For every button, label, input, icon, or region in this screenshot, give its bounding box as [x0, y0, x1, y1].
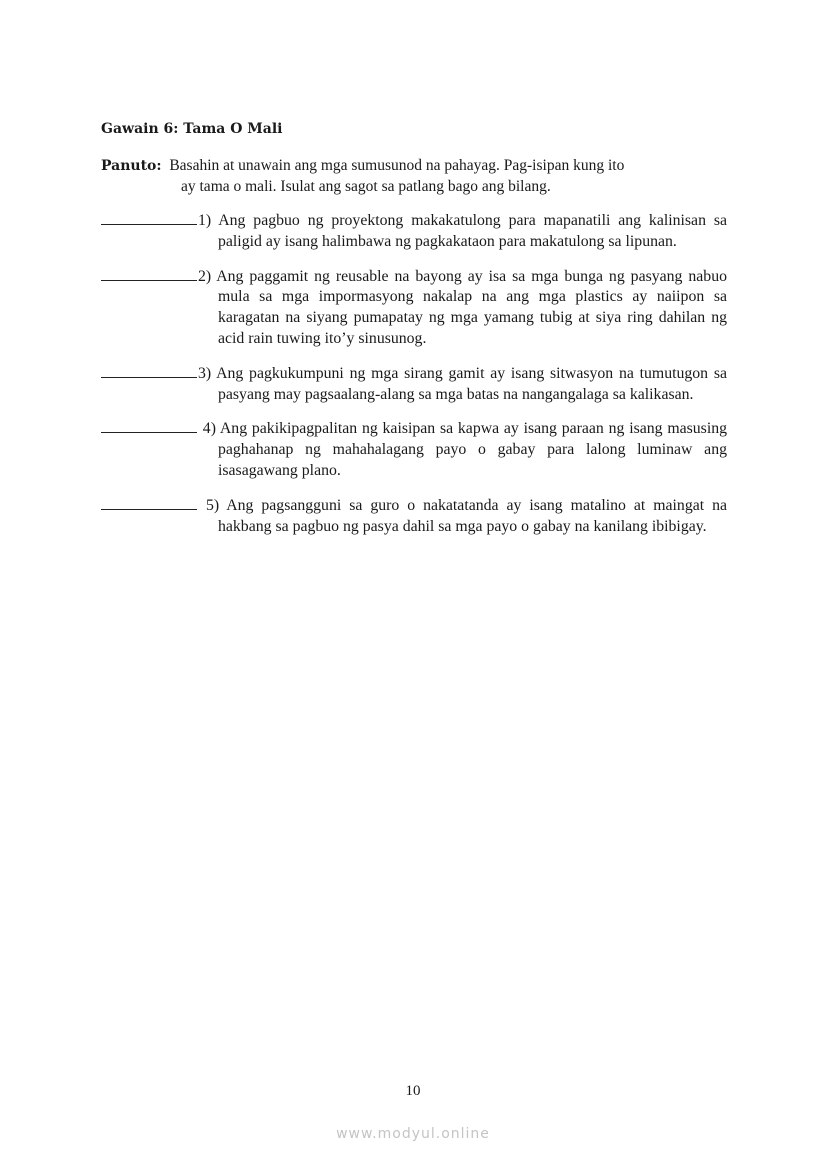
watermark: www.modyul.online — [336, 1126, 490, 1142]
question-text: Ang pagbuo ng proyektong makakatulong para mapanatili ang kalinisan sa paligid ay isang halimbawa ng pagkakataon para makatulong sa lipunan. — [218, 212, 728, 250]
question-item — [101, 364, 727, 406]
answer-blank[interactable] — [101, 496, 197, 510]
instructions-line-1: Basahin at unawain ang mga sumusunod na pahayag. Pag-isipan kung ito — [169, 157, 625, 174]
answer-blank[interactable] — [101, 267, 197, 281]
activity-title: Gawain 6: Tama O Mali — [101, 121, 283, 137]
question-number: 2) — [198, 267, 212, 285]
question-item — [101, 267, 727, 350]
answer-blank[interactable] — [101, 419, 197, 433]
question-item — [101, 419, 727, 481]
question-number: 1) — [198, 212, 212, 229]
question-text: Ang pakikipagpalitan ng kaisipan sa kapwa ay isang paraan ng isang masusing paghahanap ng mahahalagang payo o gabay para lalong luminaw ang isasagawang plano. — [218, 420, 728, 479]
instructions-label: Panuto: — [101, 158, 162, 174]
question-text: Ang paggamit ng reusable na bayong ay isa sa mga bunga ng pasyang nabuo mula sa mga impormasyong nakalap na ang mga plastics ay naiipon sa karagatan na siyang pumapatay ng mga yamang tubig at siya ring dahilan ng acid rain tuwing ito’y sinusunog. — [216, 267, 727, 347]
instructions — [101, 156, 727, 197]
question-number: 3) — [198, 364, 212, 382]
question-number: 4) — [202, 420, 216, 438]
question-text: Ang pagsangguni sa guro o nakatatanda ay isang matalino at maingat na hakbang sa pagbuo ng pasya dahil sa mga payo o gabay na kanilang ibibigay. — [218, 496, 727, 535]
question-text: Ang pagkukumpuni ng mga sirang gamit ay isang sitwasyon na tumutugon sa pasyang may pagsaalang-alang sa mga batas na nangangalaga sa kalikasan. — [216, 364, 728, 403]
page-number: 10 — [405, 1083, 421, 1099]
question-number: 5) — [205, 496, 220, 514]
question-item — [101, 496, 727, 538]
question-item — [101, 211, 727, 253]
answer-blank[interactable] — [101, 364, 197, 378]
answer-blank[interactable] — [101, 211, 197, 225]
question-list — [101, 211, 727, 551]
instructions-line-2: ay tama o mali. Isulat ang sagot sa patlang bago ang bilang. — [181, 177, 551, 195]
